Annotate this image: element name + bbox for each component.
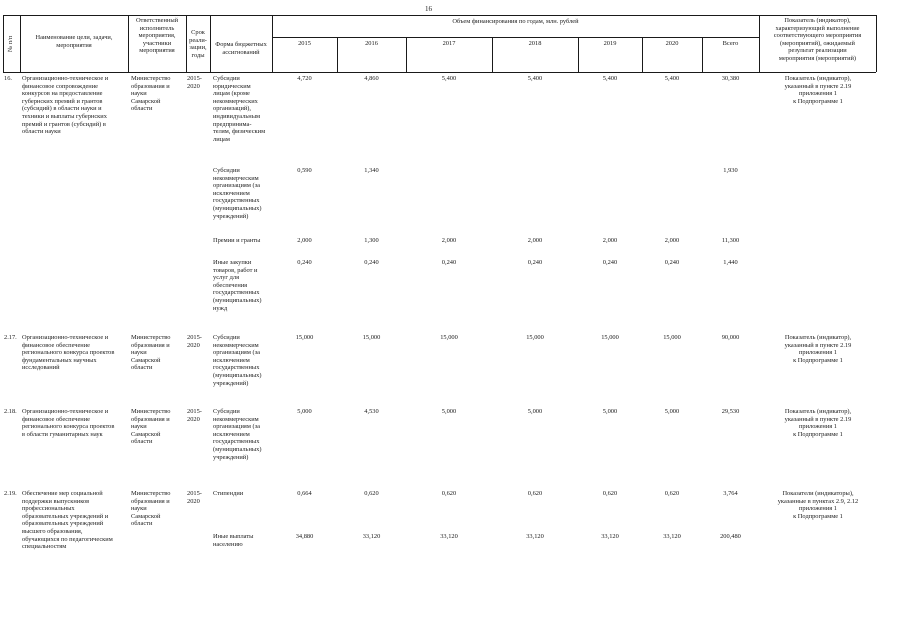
form-label-line: Субсидии	[213, 75, 240, 82]
indicator-column-header-line: Показатель (индикатор),	[784, 17, 851, 24]
form-label-line: организаций),	[213, 105, 252, 113]
header-column-divider	[3, 15, 4, 72]
resp-column-header-line: мероприятия,	[138, 32, 176, 40]
row-term-line: 2015-	[187, 75, 202, 82]
year-header-2017: 2017	[442, 40, 456, 47]
value-cell: 5,000	[441, 408, 457, 415]
row-number: 2.18.	[4, 408, 17, 415]
form-label-line: организациям (за	[213, 423, 260, 431]
form-label-line: юридическим	[213, 82, 251, 90]
num-column-header: № п/п	[7, 35, 14, 52]
value-cell: 5,400	[602, 75, 618, 82]
form-label-line: некоммерческим	[213, 174, 259, 182]
row-term-line: 2020	[187, 82, 200, 90]
row-indicator-line: приложения 1	[798, 90, 837, 98]
row-name-line: финансовое сопровождение	[22, 82, 98, 90]
value-cell: 1,340	[364, 167, 379, 174]
form-label-line: организациям (за	[213, 349, 260, 357]
form-label-line: лицам (кроме	[213, 90, 250, 98]
year-header-2018: 2018	[528, 40, 542, 47]
row-responsible-line: области	[131, 520, 153, 528]
row-name-line: (субсидий) в области науки и	[22, 105, 102, 113]
value-cell: 0,240	[297, 259, 312, 266]
row-indicator-line: указанные в пунктах 2.9, 2.12	[777, 497, 859, 505]
header-top-border	[3, 15, 876, 16]
row-term-line: 2020	[187, 497, 200, 505]
value-cell: 5,000	[527, 408, 543, 415]
row-indicator-line: приложения 1	[798, 505, 837, 513]
value-cell: 0,240	[364, 259, 379, 266]
value-cell: 4,720	[297, 75, 312, 82]
form-label-line: государственных	[213, 197, 260, 205]
term-column-header-line: реали-	[189, 36, 207, 44]
value-cell: 0,240	[441, 259, 457, 266]
value-cell: 33,120	[526, 533, 544, 540]
form-label-line: услуг для	[213, 274, 240, 282]
row-responsible-line: Самарской	[131, 97, 161, 105]
row-responsible-line: образования и	[131, 415, 170, 423]
term-column-header-line: годы	[191, 51, 205, 59]
row-name-line: конкурсов на предоставление	[22, 90, 103, 98]
row-indicator-line: Показатель (индикатор),	[784, 408, 852, 415]
value-cell: 2,000	[664, 237, 680, 244]
value-cell: 4,530	[364, 408, 379, 415]
row-number: 2.17.	[4, 334, 17, 341]
form-label-line: предпринима-	[213, 120, 252, 128]
term-column-header-line: зации,	[189, 44, 207, 52]
row-name-line: фундаментальных научных	[22, 356, 97, 364]
row-indicator-line: приложения 1	[798, 423, 837, 431]
row-indicator-line: к Подпрограмме 1	[793, 512, 843, 520]
form-label-line: государственных	[213, 364, 260, 372]
value-cell: 0,620	[441, 490, 457, 497]
value-cell: 15,000	[526, 334, 544, 341]
value-cell: 15,000	[663, 334, 681, 341]
value-cell: 1,300	[364, 237, 379, 244]
resp-column-header-line: исполнитель	[139, 24, 175, 32]
value-cell: 0,240	[527, 259, 543, 266]
year-header-divider	[272, 37, 759, 38]
value-cell: 0,620	[527, 490, 543, 497]
row-responsible-line: науки	[131, 90, 147, 98]
row-name-line: Обеспечение мер социальной	[22, 490, 103, 497]
row-indicator-line: к Подпрограмме 1	[793, 430, 843, 438]
row-name-line: профессиональных	[22, 505, 75, 513]
value-cell: 0,240	[664, 259, 680, 266]
row-term-line: 2020	[187, 341, 200, 349]
row-name-line: Организационно-техническое и	[22, 334, 109, 341]
form-label-line: исключением	[213, 430, 250, 438]
row-indicator-line: указанный в пункте 2.19	[784, 341, 852, 349]
value-cell: 0,620	[664, 490, 680, 497]
indicator-column-header-line: результат реализации	[788, 47, 847, 55]
form-label-line: некоммерческим	[213, 341, 259, 349]
header-column-divider	[876, 15, 877, 72]
value-cell: 5,400	[527, 75, 543, 82]
row-name-line: премий и грантов (субсидий) в	[22, 120, 106, 128]
form-label-line: индивидуальным	[213, 113, 261, 120]
form-label-line: Субсидии	[213, 334, 240, 341]
form-label-line: нужд	[213, 304, 228, 312]
indicator-column-header-line: характеризующий выполнение	[775, 24, 860, 32]
year-header-2020: 2020	[665, 40, 679, 47]
form-label-line: лицам	[213, 135, 230, 143]
form-label-line: Стипендии	[213, 490, 244, 497]
row-name-line: образовательных учреждений	[22, 520, 104, 528]
form-label-line: государственных	[213, 289, 260, 297]
form-label-line: учреждений)	[213, 212, 249, 220]
name-column-header-line: мероприятия	[56, 41, 92, 49]
value-cell: 2,000	[602, 237, 618, 244]
form-label-line: (муниципальных)	[213, 372, 262, 379]
value-cell: 33,120	[362, 533, 381, 540]
value-cell: 30,380	[721, 75, 740, 82]
value-cell: 34,880	[295, 533, 314, 540]
row-indicator-line: Показатель (индикатор),	[784, 75, 852, 82]
row-number: 16.	[4, 75, 12, 82]
form-label-line: товаров, работ и	[213, 266, 258, 274]
form-label-line: Иные закупки	[213, 259, 252, 266]
row-name-line: губернских премий и грантов	[22, 97, 103, 105]
indicator-column-header-line: мероприятия (мероприятий)	[778, 55, 857, 62]
value-cell: 33,120	[440, 533, 458, 540]
row-name-line: техники и выплаты губернских	[22, 113, 107, 120]
year-header-2019: 2019	[603, 40, 617, 47]
form-label-line: (муниципальных)	[213, 205, 262, 212]
year-header-2015: 2015	[298, 40, 311, 47]
value-cell: 4,860	[364, 75, 379, 82]
row-responsible-line: Министерство	[131, 334, 171, 341]
row-name-line: образовательных учреждений и	[22, 512, 109, 520]
value-cell: 2,000	[441, 237, 457, 244]
form-label-line: исключением	[213, 356, 250, 364]
form-label-line: организациям (за	[213, 182, 260, 190]
value-cell: 200,480	[720, 533, 741, 540]
value-cell: 5,400	[441, 75, 457, 82]
row-responsible-line: Министерство	[131, 75, 171, 82]
indicator-column-header-line: соответствующего мероприятия	[773, 32, 862, 40]
row-responsible-line: науки	[131, 505, 147, 513]
row-responsible-line: Министерство	[131, 490, 171, 497]
form-label-line: учреждений)	[213, 379, 249, 387]
row-term-line: 2015-	[187, 490, 202, 497]
form-label-line: некоммерческим	[213, 415, 259, 423]
form-label-line: некоммерческих	[213, 97, 258, 105]
form-column-header-line: Форма бюджетных	[215, 41, 267, 48]
row-term-line: 2015-	[187, 334, 202, 341]
value-cell: 33,120	[601, 533, 619, 540]
form-label-line: (муниципальных)	[213, 446, 262, 453]
resp-column-header-line: Ответственный	[135, 17, 179, 24]
name-column-header-line: Наименование цели, задачи,	[35, 34, 113, 41]
form-column-header-line: ассигнований	[222, 48, 260, 56]
row-term-line: 2015-	[187, 408, 202, 415]
indicator-column-header-line: (мероприятий), ожидаемый	[780, 39, 855, 47]
year-header-2016: 2016	[365, 40, 378, 47]
form-label-line: населению	[213, 540, 243, 548]
row-responsible-line: Самарской	[131, 356, 161, 364]
form-label-line: учреждений)	[213, 453, 249, 461]
row-number: 2.19.	[4, 490, 17, 497]
row-responsible-line: образования и	[131, 497, 170, 505]
term-column-header-line: Срок	[191, 29, 205, 36]
form-label-line: (муниципальных)	[213, 297, 262, 304]
resp-column-header-line: участники	[142, 39, 172, 47]
row-name-line: исследований	[22, 364, 60, 372]
value-cell: 0,240	[602, 259, 618, 266]
value-cell: 1,930	[723, 167, 738, 174]
row-responsible-line: образования и	[131, 82, 170, 90]
form-label-line: Премии и гранты	[213, 237, 261, 244]
value-cell: 33,120	[663, 533, 681, 540]
row-indicator-line: приложения 1	[798, 349, 837, 357]
row-responsible-line: Самарской	[131, 512, 161, 520]
value-cell: 0,620	[602, 490, 618, 497]
row-responsible-line: Министерство	[131, 408, 171, 415]
row-responsible-line: области	[131, 438, 153, 446]
value-cell: 3,764	[723, 490, 738, 497]
year-header-Всего: Всего	[722, 40, 739, 47]
row-indicator-line: указанный в пункте 2.19	[784, 415, 852, 423]
form-label-line: Субсидии	[213, 167, 240, 174]
form-label-line: исключением	[213, 189, 250, 197]
row-name-line: высшего образования,	[22, 528, 83, 535]
form-label-line: Иные выплаты	[213, 533, 254, 540]
value-cell: 2,000	[297, 237, 312, 244]
page-number: 16	[425, 5, 432, 13]
row-indicator-line: Показатель (индикатор),	[784, 334, 852, 341]
value-cell: 1,440	[723, 259, 738, 266]
value-cell: 15,000	[601, 334, 619, 341]
row-responsible-line: области	[131, 105, 153, 113]
value-cell: 2,000	[527, 237, 543, 244]
row-responsible-line: образования и	[131, 341, 170, 349]
value-cell: 29,530	[721, 408, 740, 415]
row-name-line: в области гуманитарных наук	[22, 430, 103, 438]
row-indicator-line: указанный в пункте 2.19	[784, 82, 852, 90]
row-name-line: регионального конкурса проектов	[22, 349, 115, 357]
row-name-line: финансовое обеспечение	[22, 341, 90, 349]
row-name-line: области науки	[22, 128, 61, 136]
value-cell: 15,000	[295, 334, 314, 341]
value-cell: 5,400	[664, 75, 680, 82]
resp-column-header-line: мероприятия	[139, 47, 175, 55]
value-cell: 0,664	[297, 490, 312, 497]
volume-header: Объем финансирования по годам, млн. рублей	[452, 18, 579, 25]
row-name-line: Организационно-техническое и	[22, 408, 109, 415]
form-label-line: обеспечения	[213, 281, 248, 289]
row-name-line: поддержки выпускников	[22, 497, 90, 505]
row-responsible-line: науки	[131, 349, 147, 357]
value-cell: 15,000	[440, 334, 458, 341]
row-indicator-line: к Подпрограмме 1	[793, 97, 843, 105]
header-bottom-border	[3, 72, 876, 73]
row-name-line: финансовое обеспечение	[22, 415, 90, 423]
value-cell: 90,000	[721, 334, 740, 341]
value-cell: 15,000	[362, 334, 381, 341]
value-cell: 0,620	[364, 490, 379, 497]
value-cell: 11,300	[721, 237, 740, 244]
value-cell: 5,000	[602, 408, 618, 415]
value-cell: 5,000	[664, 408, 680, 415]
row-name-line: специальностям	[22, 543, 67, 551]
form-label-line: Субсидии	[213, 408, 240, 415]
row-responsible-line: науки	[131, 423, 147, 431]
row-term-line: 2020	[187, 415, 200, 423]
row-indicator-line: Показатели (индикаторы),	[782, 490, 854, 497]
row-responsible-line: Самарской	[131, 430, 161, 438]
row-name-line: регионального конкурса проектов	[22, 423, 115, 431]
row-name-line: обучающихся по педагогическим	[22, 535, 113, 543]
value-cell: 5,000	[297, 408, 312, 415]
row-indicator-line: к Подпрограмме 1	[793, 356, 843, 364]
row-responsible-line: области	[131, 364, 153, 372]
row-name-line: Организационно-техническое и	[22, 75, 109, 82]
form-label-line: телям, физическим	[213, 128, 266, 136]
value-cell: 0,590	[297, 167, 312, 174]
form-label-line: государственных	[213, 438, 260, 446]
